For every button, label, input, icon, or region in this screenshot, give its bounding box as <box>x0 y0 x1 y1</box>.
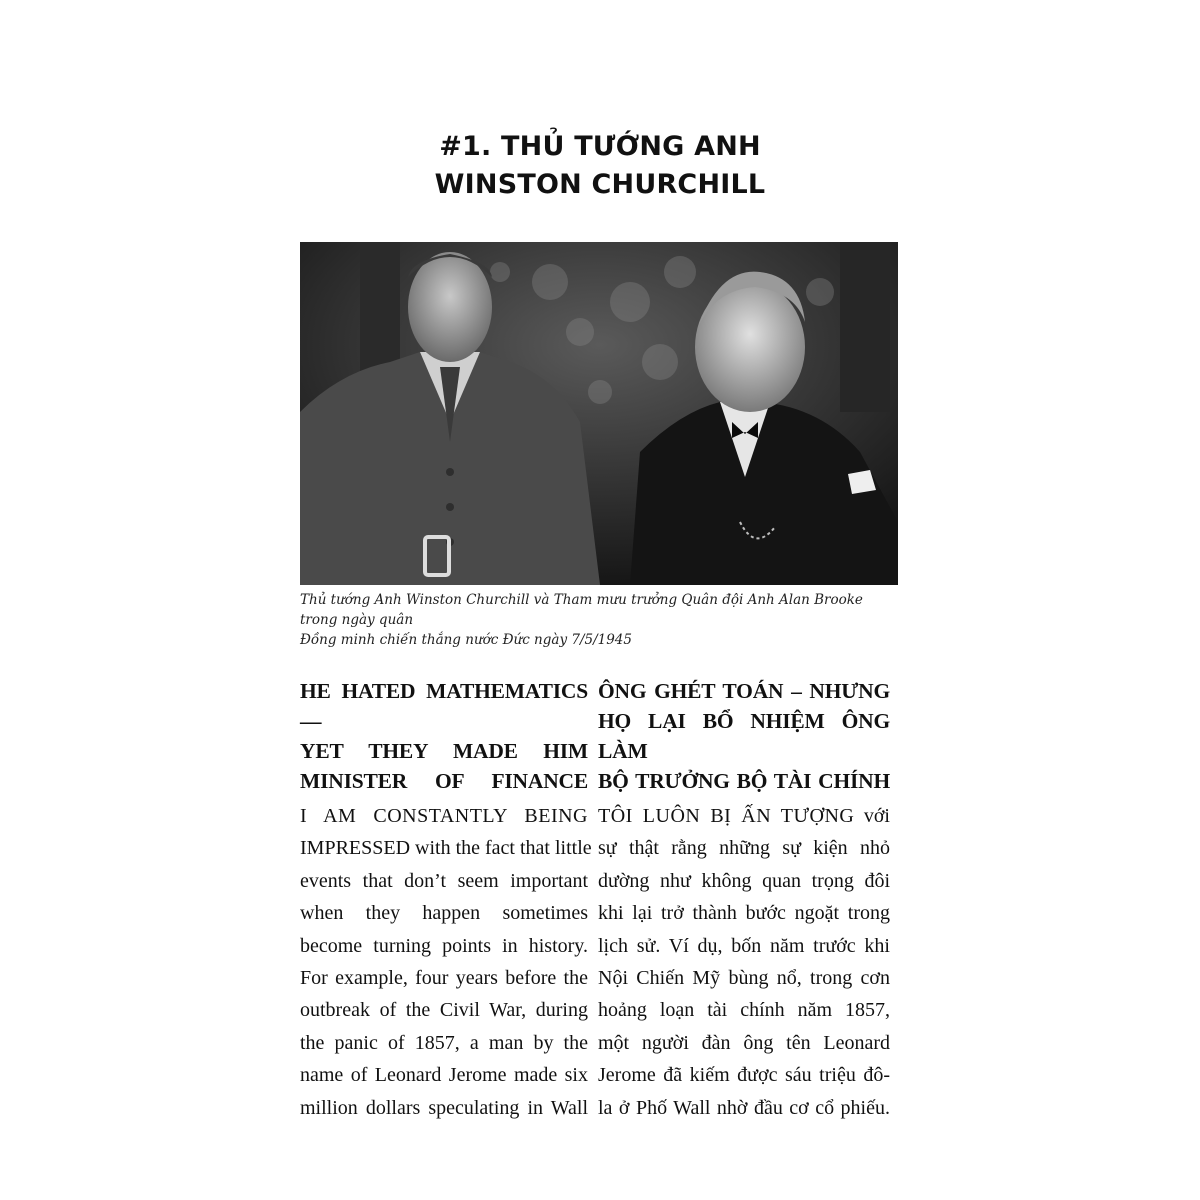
english-body-line <box>300 832 592 864</box>
english-body-line: million dollars speculating in Wall <box>300 1096 588 1119</box>
english-body-line: the panic of 1857, a man by the <box>300 1031 588 1054</box>
english-column <box>300 676 592 1124</box>
english-heading-line: YET THEY MADE HIM <box>300 739 588 763</box>
page-title-line-2: WINSTON CHURCHILL <box>434 169 766 200</box>
vietnamese-body-line: Jerome đã kiếm được sáu triệu đô- <box>598 1064 890 1087</box>
english-body-text: with the fact that little <box>410 837 592 860</box>
page-title-line-1: #1. THỦ TƯỚNG ANH <box>439 131 761 162</box>
vietnamese-body-line: một người đàn ông tên Leonard <box>598 1031 890 1054</box>
english-body-line: outbreak of the Civil War, during <box>300 999 588 1022</box>
caption-line-2: Đồng minh chiến thắng nước Đức ngày 7/5/1945 <box>300 632 632 648</box>
english-heading-line: HE HATED MATHEMATICS— <box>300 679 588 733</box>
vietnamese-heading <box>598 676 890 796</box>
english-body-line: when they happen sometimes <box>300 902 588 925</box>
vietnamese-heading-line: BỘ TRƯỞNG BỘ TÀI CHÍNH <box>598 769 890 793</box>
vietnamese-heading-line: ÔNG GHÉT TOÁN – NHƯNG <box>598 679 890 703</box>
vietnamese-body-line: dường như không quan trọng đôi <box>598 869 890 892</box>
vietnamese-body-text: với <box>854 805 890 827</box>
vietnamese-body-line: la ở Phố Wall nhờ đầu cơ cổ phiếu. <box>598 1096 890 1119</box>
english-lead-caps-2: IMPRESSED <box>300 837 411 860</box>
english-body <box>300 800 592 1124</box>
english-heading <box>300 676 588 796</box>
vietnamese-column <box>598 676 890 1124</box>
english-body-line: become turning points in history. <box>300 934 588 957</box>
page-title <box>0 128 1200 204</box>
vietnamese-body-line: lịch sử. Ví dụ, bốn năm trước khi <box>598 934 890 957</box>
vietnamese-body <box>598 800 890 1124</box>
english-body-line: For example, four years before the <box>300 967 588 990</box>
english-lead-caps: I AM CONSTANTLY BEING <box>300 805 588 827</box>
churchill-brooke-photo <box>300 242 898 585</box>
english-body-line: name of Leonard Jerome made six <box>300 1064 588 1087</box>
vietnamese-body-line: khi lại trở thành bước ngoặt trong <box>598 902 890 925</box>
vietnamese-body-line: sự thật rằng những sự kiện nhỏ <box>598 837 890 860</box>
english-heading-line: MINISTER OF FINANCE <box>300 769 588 793</box>
vietnamese-lead-caps: TÔI LUÔN BỊ ẤN TƯỢNG <box>598 805 855 827</box>
vietnamese-body-line <box>598 800 890 832</box>
english-body-line: events that don’t seem important <box>300 869 588 892</box>
vietnamese-body-line: Nội Chiến Mỹ bùng nổ, trong cơn <box>598 967 890 990</box>
vietnamese-body-line: hoảng loạn tài chính năm 1857, <box>598 999 890 1022</box>
vietnamese-heading-line: HỌ LẠI BỔ NHIỆM ÔNG LÀM <box>598 709 890 763</box>
caption-line-1: Thủ tướng Anh Winston Churchill và Tham mưu trưởng Quân đội Anh Alan Brooke trong ngày quân <box>300 592 863 628</box>
photo-caption <box>300 590 900 650</box>
